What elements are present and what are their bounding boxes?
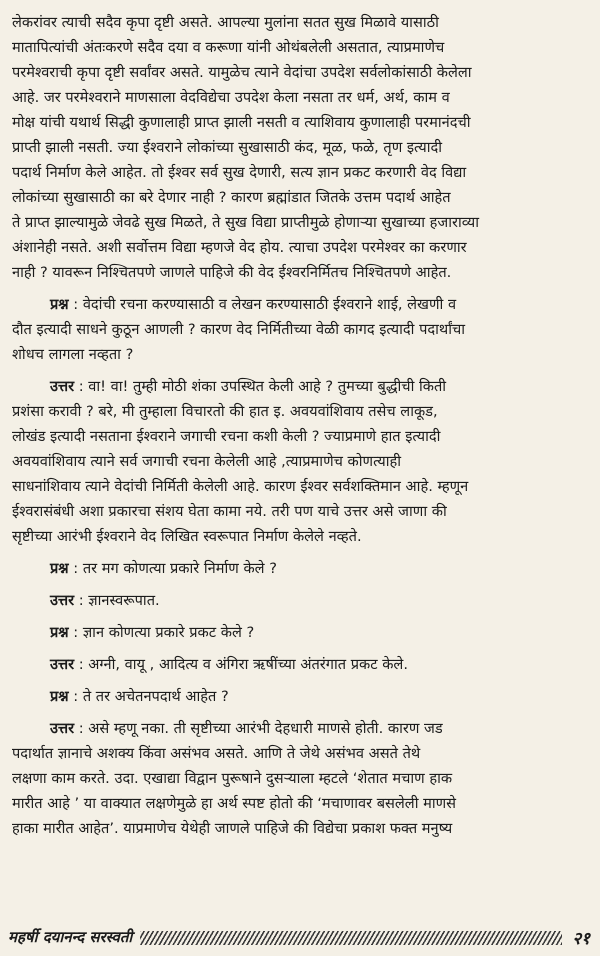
text-line: लोखंड इत्यादी नसताना ईश्वराने जगाची रचना कशी केली ? ज्याप्रमाणे हात इत्यादी [12,428,441,445]
answer-first-line [12,716,587,741]
page-body [12,10,587,841]
text-line: ते प्राप्त झाल्यामुळे जेवढे सुख मिळते, ते सुख विद्या प्राप्तीमुळे होणाऱ्या सुखाच्या हजाराव्या [12,214,479,231]
question-3 [12,620,587,645]
question-text: : ज्ञान कोणत्या प्रकारे प्रकट केले ? [68,624,255,641]
question-label: प्रश्न [50,296,69,313]
answer-text: : अग्नी, वायू , आदित्य व अंगिरा ऋषींच्या अंतरंगात प्रकट केले. [74,656,408,673]
page-number: २१ [572,928,590,949]
answer-text: : असे म्हणू नका. ती सृष्टीच्या आरंभी देहधारी माणसे होती. कारण जड [74,720,443,737]
text-line: प्रशंसा करावी ? बरे, मी तुम्हाला विचारतो की हात इ. अवयवांशिवाय तसेच लाकूड, [12,403,438,420]
text-line: परमेश्वराची कृपा दृष्टी सर्वांवर असते. यामुळेच त्याने वेदांचा उपदेश सर्वलोकांसाठी केलेला [12,64,472,81]
text-line: पदार्थ निर्माण केले आहेत. तो ईश्वर सर्व सुख देणारी, सत्य ज्ञान प्रकट करणारी वेद विद्या [12,164,467,181]
question-1 [12,292,587,367]
text-line: मोक्ष यांची यथार्थ सिद्धी कुणालाही प्राप्त झाली नसती व त्याशिवाय कुणालाही परमानंदची [12,114,471,131]
question-first-line [12,292,587,317]
question-line [12,620,587,645]
footer-title: महर्षी दयानन्द सरस्वती [8,928,133,946]
text-line: शोधच लागला नव्हता ? [12,346,134,363]
text-line: मातापित्यांची अंतःकरणे सदैव दया व करूणा यांनी ओथंबलेली असतात, त्याप्रमाणेच [12,39,445,56]
answer-text: : ज्ञानस्वरूपात. [74,592,160,609]
text-line: अवयवांशिवाय त्याने सर्व जगाची रचना केलेली आहे ,त्याप्रमाणेच कोणत्याही [12,453,402,470]
text-line: प्राप्ती झाली नसती. ज्या ईश्वराने लोकांच्या सुखासाठी कंद, मूळ, फळे, तृण इत्यादी [12,139,443,156]
question-2 [12,556,587,581]
text-line: मारीत आहे ’ या वाक्यात लक्षणेमुळे हा अर्थ स्पष्ट होतो की ‘मचाणावर बसलेली माणसे [12,795,457,812]
question-text: : ते तर अचेतनपदार्थ आहेत ? [68,688,229,705]
text-line: हाका मारीत आहेत’. याप्रमाणेच येथेही जाणले पाहिजे की विद्येचा प्रकाश फक्त मनुष्य [12,820,453,837]
text-line: दौत इत्यादी साधने कुठून आणली ? कारण वेद निर्मितीच्या वेळी कागद इत्यादी पदार्थांचा [12,321,466,338]
answer-1 [12,374,587,549]
text-line: आहे. जर परमेश्वराने माणसाला वेदविद्येचा उपदेश केला नसता तर धर्म, अर्थ, काम व [12,89,450,106]
page-footer [8,922,590,952]
text-line: ईश्वरासंबंधी अशा प्रकारचा संशय घेता कामा नये. तरी पण याचे उत्तर असे जाणा की [12,503,447,520]
footer-hatched-rule [140,931,562,945]
answer-text: : वा! वा! तुम्ही मोठी शंका उपस्थित केली आहे ? तुमच्या बुद्धीची किती [74,378,447,395]
answer-line [12,652,587,677]
question-4 [12,684,587,709]
answer-line [12,588,587,613]
question-label: प्रश्न [50,560,69,577]
text-line: लोकांच्या सुखासाठी का बरे देणार नाही ? कारण ब्रह्मांडात जितके उत्तम पदार्थ आहेत [12,189,451,206]
text-line: अंशानेही नसते. अशी सर्वोत्तम विद्या म्हणजे वेद होय. त्याचा उपदेश परमेश्वर का करणार [12,239,467,256]
text-line: लेकरांवर त्याची सदैव कृपा दृष्टी असते. आपल्या मुलांना सतत सुख मिळावे यासाठी [12,14,439,31]
question-text: : वेदांची रचना करण्यासाठी व लेखन करण्यासाठी ईश्वराने शाई, लेखणी व [68,296,457,313]
answer-label: उत्तर [50,656,75,673]
answer-label: उत्तर [50,592,75,609]
text-line: पदार्थात ज्ञानाचे अशक्य किंवा असंभव असते. आणि ते जेथे असंभव असते तेथे [12,745,421,762]
question-text: : तर मग कोणत्या प्रकारे निर्माण केले ? [68,560,277,577]
answer-label: उत्तर [50,378,75,395]
answer-3 [12,652,587,677]
question-line [12,556,587,581]
answer-first-line [12,374,587,399]
text-line: सृष्टीच्या आरंभी ईश्वराने वेद लिखित स्वरूपात निर्माण केलेले नव्हते. [12,528,362,545]
text-line: साधनांशिवाय त्याने वेदांची निर्मिती केलेली आहे. कारण ईश्वर सर्वशक्तिमान आहे. म्हणून [12,478,469,495]
text-line: लक्षणा काम करते. उदा. एखाद्या विद्वान पुरूषाने दुसऱ्याला म्हटले ‘शेतात मचाण हाक [12,770,453,787]
intro-paragraph [12,10,587,285]
answer-4 [12,716,587,841]
question-label: प्रश्न [50,624,69,641]
text-line: नाही ? यावरून निश्चितपणे जाणले पाहिजे की वेद ईश्वरनिर्मितच निश्चितपणे आहेत. [12,264,452,281]
answer-2 [12,588,587,613]
answer-label: उत्तर [50,720,75,737]
question-label: प्रश्न [50,688,69,705]
question-line [12,684,587,709]
